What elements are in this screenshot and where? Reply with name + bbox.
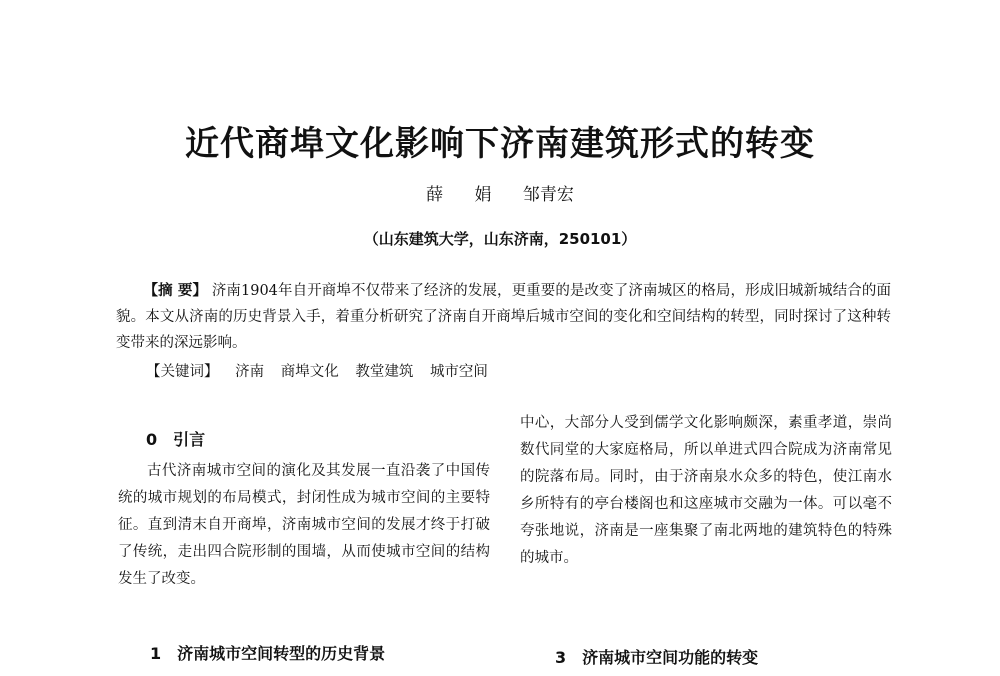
abstract-label: 【摘 要】 — [143, 282, 208, 299]
keywords-line — [146, 360, 886, 384]
section-title: 济南城市空间功能的转变 — [582, 648, 759, 667]
paper-title: 近代商埠文化影响下济南建筑形式的转变 — [185, 124, 815, 164]
intro-paragraph: 古代济南城市空间的演化及其发展一直沿袭了中国传统的城市规划的布局模式，封闭性成为城市空间的主要特征。直到清末自开商埠，济南城市空间的发展才终于打破了传统，走出四合院形制的围墙，从而使城市空间的结构发生了改变。 — [118, 463, 490, 587]
keyword: 济南 — [235, 364, 265, 380]
right-column-paragraph: 中心，大部分人受到儒学文化影响颇深，素重孝道，崇尚数代同堂的大家庭格局，所以单进式四合院成为济南常见的院落布局。同时，由于济南泉水众多的特色，使江南水乡所特有的亭台楼阁也和这座城市交融为一体。可以毫不夸张地说，济南是一座集聚了南北两地的建筑特色的特殊的城市。 — [520, 415, 892, 566]
keywords-label: 【关键词】 — [146, 364, 219, 380]
section-heading-intro — [146, 428, 205, 452]
abstract-paragraph — [116, 278, 891, 356]
section-title: 引言 — [173, 430, 206, 449]
left-column — [118, 458, 490, 593]
right-column — [520, 410, 892, 572]
keyword: 城市空间 — [429, 364, 488, 380]
section-number: 1 — [150, 644, 162, 663]
paper-authors: 薛 娟 邹青宏 — [426, 185, 574, 205]
section-heading-3 — [555, 646, 758, 670]
abstract-block — [116, 278, 891, 356]
section-title: 济南城市空间转型的历史背景 — [177, 644, 386, 663]
section-number: 0 — [146, 430, 158, 449]
author-affiliation: （山东建筑大学，山东济南，250101） — [363, 230, 637, 248]
keyword: 教堂建筑 — [355, 364, 414, 380]
section-heading-1 — [150, 642, 385, 666]
keyword: 商埠文化 — [280, 364, 339, 380]
section-number: 3 — [555, 648, 567, 667]
abstract-text: 济南1904年自开商埠不仅带来了经济的发展，更重要的是改变了济南城区的格局，形成旧城新城结合的面貌。本文从济南的历史背景入手，着重分析研究了济南自开商埠后城市空间的变化和空间结构的转型，同时探讨了这种转变带来的深远影响。 — [116, 283, 891, 351]
